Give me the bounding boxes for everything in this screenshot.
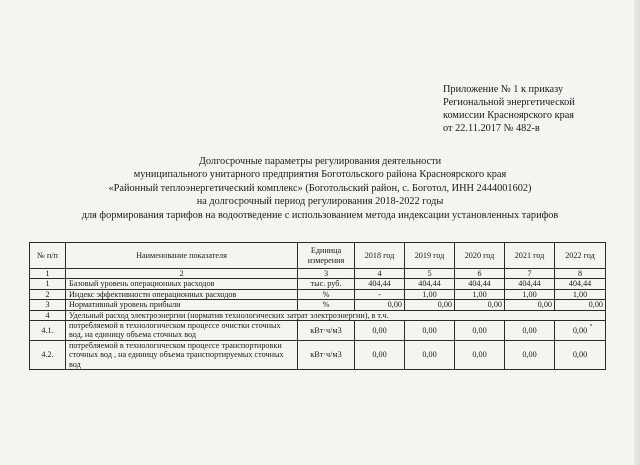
scan-speck [590,324,592,326]
row-value: 0,00 [555,321,606,341]
table-row [30,289,606,299]
row-value: 0,00 [505,321,555,341]
header-2022: 2022 год [555,243,606,269]
row-value: 0,00 [405,300,455,310]
row-value: 0,00 [455,321,505,341]
heading-line: для формирования тарифов на водоотведение с использованием метода индексации установленных тарифов [81,209,559,221]
row-num: 2 [30,289,66,299]
row-value: 404,44 [555,279,606,289]
row-value: 0,00 [455,300,505,310]
header-name: Наименование показателя [66,243,298,269]
row-num: 4.2. [30,340,66,369]
table-row [30,279,606,289]
row-unit: тыс. руб. [298,279,355,289]
appendix-line: Региональной энергетической [443,97,575,108]
column-number: 3 [298,269,355,279]
row-unit: кВт·ч/м3 [298,321,355,341]
parameters-table [29,242,606,370]
table-header-row [30,243,606,269]
row-value: 404,44 [355,279,405,289]
column-number: 7 [505,269,555,279]
row-name: потребляемой в технологическом процессе очистки сточных вод, на единицу объема сточных вод [66,321,298,341]
row-num: 1 [30,279,66,289]
column-number: 6 [455,269,505,279]
header-2019: 2019 год [405,243,455,269]
row-value: 0,00 [405,340,455,369]
row-value: 1,00 [455,289,505,299]
row-value: 0,00 [555,340,606,369]
header-2020: 2020 год [455,243,505,269]
row-value: - [355,289,405,299]
row-value: 0,00 [355,340,405,369]
header-num: № п/п [30,243,66,269]
table-row [30,310,606,320]
row-num: 4.1. [30,321,66,341]
row-unit: кВт·ч/м3 [298,340,355,369]
row-value: 404,44 [455,279,505,289]
heading-line: «Районный теплоэнергетический комплекс» (Боготольский район, с. Боготол, ИНН 2444001602) [108,182,532,194]
column-number: 8 [555,269,606,279]
row-unit: % [298,300,355,310]
document-heading [40,155,600,222]
heading-line: Долгосрочные параметры регулирования деятельности [198,156,442,167]
row-name: Индекс эффективности операционных расходов [66,289,298,299]
appendix-line: комиссии Красноярского края [443,110,575,121]
row-value: 404,44 [505,279,555,289]
row-value: 0,00 [355,300,405,310]
row-name: Удельный расход электроэнергии (норматив технологических затрат электроэнергии), в т.ч. [66,310,606,320]
row-value: 0,00 [355,321,405,341]
header-2018: 2018 год [355,243,405,269]
row-num: 3 [30,300,66,310]
row-num: 4 [30,310,66,320]
appendix-line: от 22.11.2017 № 482-в [443,123,540,134]
row-value: 0,00 [555,300,606,310]
column-number: 2 [66,269,298,279]
table-row [30,340,606,369]
column-number: 4 [355,269,405,279]
header-unit: Единица измерения [298,243,355,269]
column-number: 5 [405,269,455,279]
scan-edge [634,0,640,465]
table-row [30,300,606,310]
header-2021: 2021 год [505,243,555,269]
heading-line: муниципального унитарного предприятия Боготольского района Красноярского края [133,169,507,181]
row-value: 0,00 [455,340,505,369]
row-value: 404,44 [405,279,455,289]
row-value: 0,00 [505,340,555,369]
row-name: Нормативный уровень прибыли [66,300,298,310]
row-value: 0,00 [505,300,555,310]
column-number: 1 [30,269,66,279]
appendix-note [443,83,575,135]
row-name: Базовый уровень операционных расходов [66,279,298,289]
heading-line: на долгосрочный период регулирования 2018-2022 годы [196,196,444,208]
row-value: 1,00 [555,289,606,299]
appendix-line: Приложение № 1 к приказу [443,84,564,95]
row-value: 0,00 [405,321,455,341]
row-name: потребляемой в технологическом процессе транспортировки сточных вод , на единицу объема транспортируемых сточных вод [66,340,298,369]
row-unit: % [298,289,355,299]
column-number-row [30,269,606,279]
row-value: 1,00 [405,289,455,299]
row-value: 1,00 [505,289,555,299]
table-row [30,321,606,341]
